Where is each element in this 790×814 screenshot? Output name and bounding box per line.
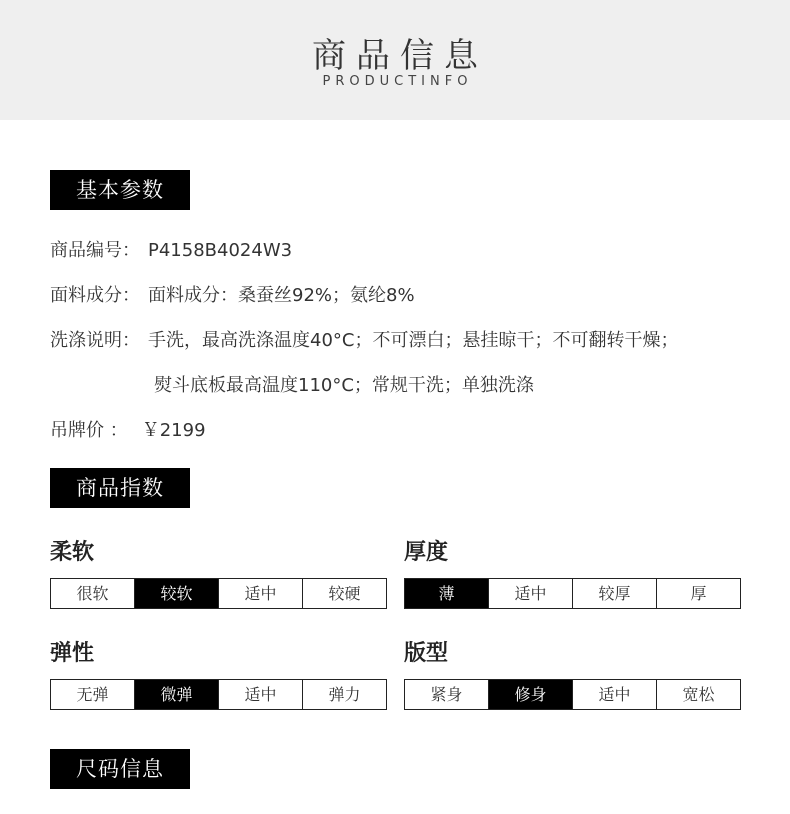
index-option: 适中 [488,579,572,608]
index-option: 较硬 [302,579,386,608]
index-option: 适中 [218,680,302,709]
index-option: 较厚 [572,579,656,608]
index-option: 弹力 [302,680,386,709]
param-value: 面料成分：桑蚕丝92%；氨纶8% [148,285,415,306]
section-label-product-index: 商品指数 [50,468,190,508]
param-key: 吊牌价 ： [50,420,128,441]
param-key: 面料成分： [50,285,140,306]
index-option: 无弹 [76,685,109,704]
param-key: 洗涤说明： [50,330,140,351]
index-title-softness: 柔软 [50,540,95,565]
param-value: ￥2199 [141,420,206,441]
index-title-elasticity: 弹性 [50,641,95,666]
param-row-wash [50,326,678,352]
param-row-price [50,416,206,442]
page-title: 商品信息 [312,36,488,76]
index-scale-softness [50,578,387,609]
index-title-thickness: 厚度 [404,540,449,565]
index-option: 适中 [218,579,302,608]
index-option: 适中 [572,680,656,709]
param-value: 熨斗底板最高温度110°C；常规干洗；单独洗涤 [154,375,534,396]
product-info-header [0,0,790,120]
index-option: 很软 [76,584,109,603]
index-scale-fit [404,679,741,710]
param-value: P4158B4024W3 [148,240,293,261]
index-option: 微弹 [134,680,218,709]
param-row-sku [50,236,292,262]
section-label-size-info: 尺码信息 [50,749,190,789]
index-option: 宽松 [656,680,740,709]
index-option: 较软 [134,579,218,608]
param-row-fabric [50,281,415,307]
section-label-basic-params: 基本参数 [50,170,190,210]
param-value: 手洗，最高洗涤温度40°C；不可漂白；悬挂晾干；不可翻转干燥； [148,330,679,351]
index-title-fit: 版型 [404,641,449,666]
param-row-wash-continued [154,371,534,397]
index-option: 薄 [405,579,488,608]
index-option: 紧身 [430,685,463,704]
index-scale-thickness [404,578,741,609]
index-option: 修身 [488,680,572,709]
param-key: 商品编号： [50,240,140,261]
index-option: 厚 [656,579,740,608]
index-scale-elasticity [50,679,387,710]
page-subtitle: PRODUCTINFO [322,74,473,89]
